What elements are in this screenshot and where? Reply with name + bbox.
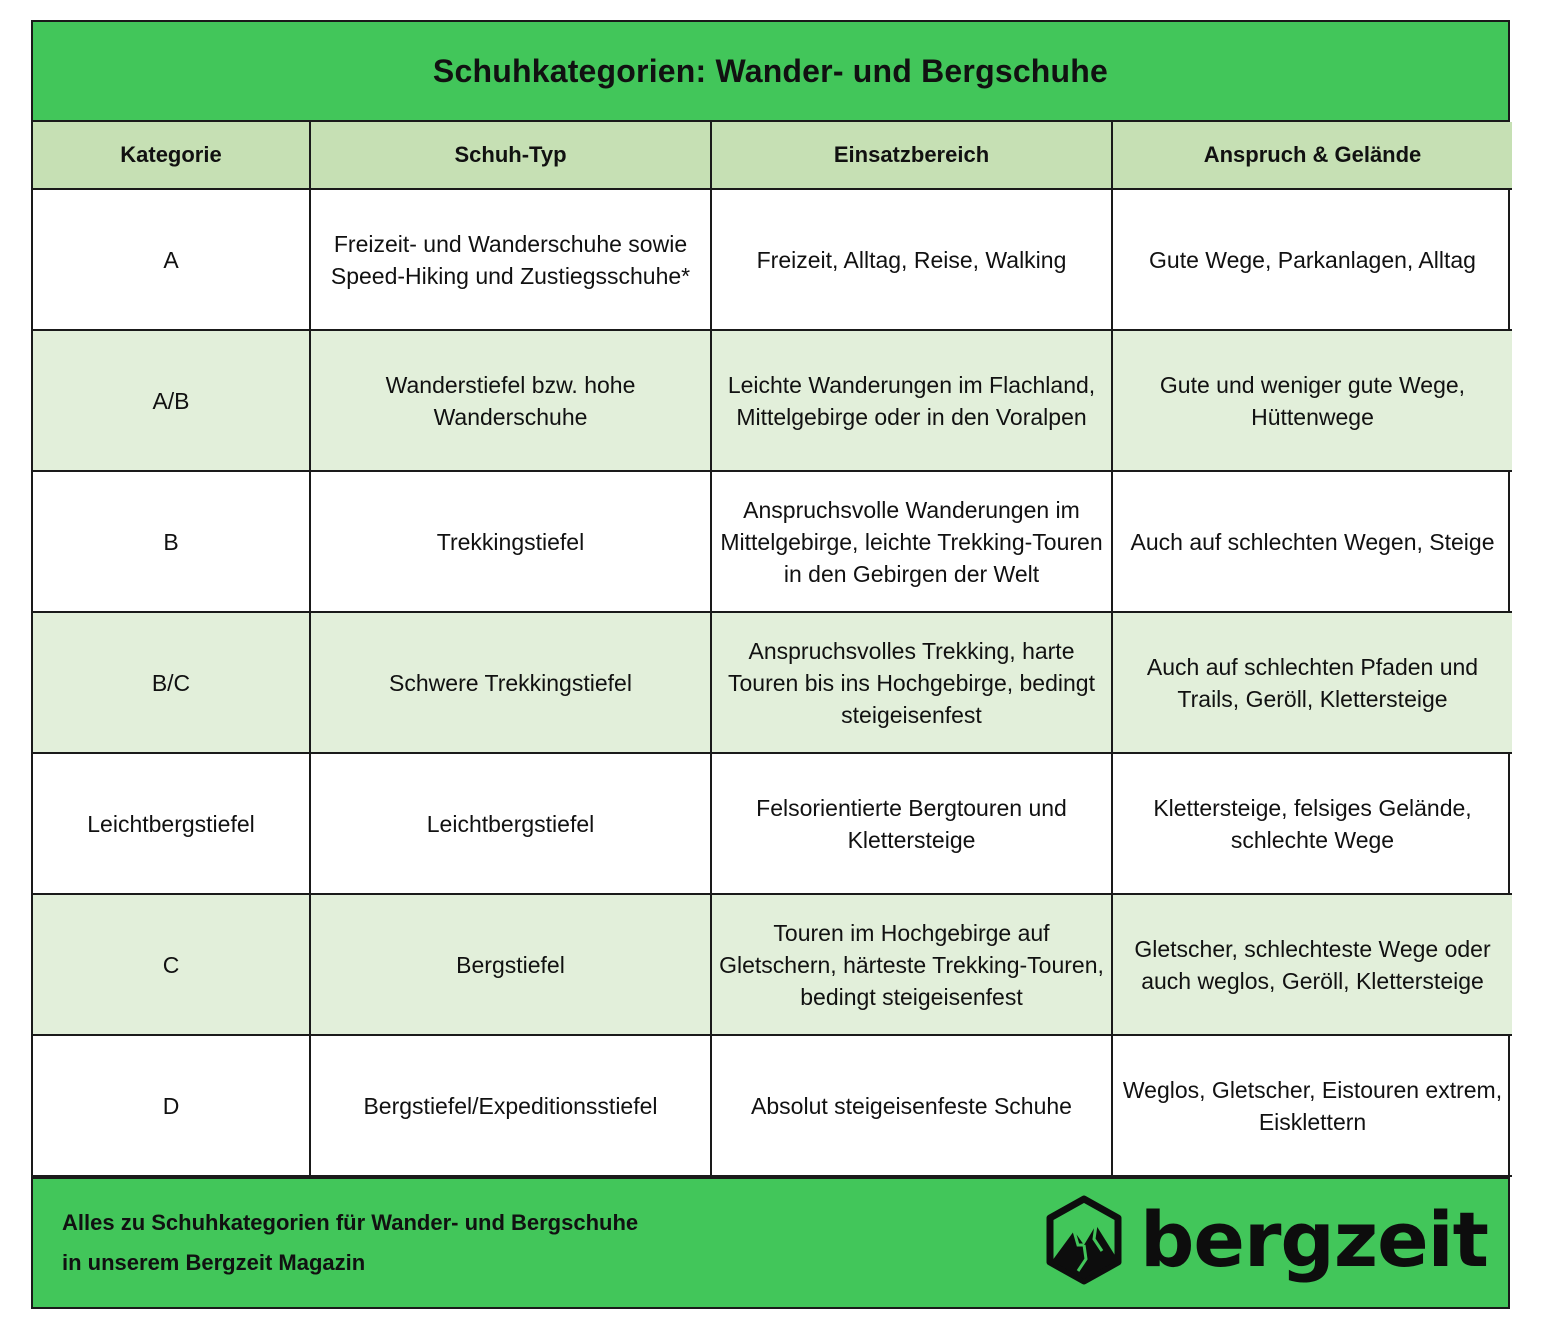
- cell-kategorie: B: [33, 471, 310, 612]
- cell-anspruch: Auch auf schlechten Wegen, Steige: [1112, 471, 1512, 612]
- title-bar: [33, 22, 1508, 122]
- cell-anspruch: Gletscher, schlechteste Wege oder auch weglos, Geröll, Klettersteige: [1112, 894, 1512, 1035]
- cell-schuh-typ: Trekkingstiefel: [310, 471, 711, 612]
- cell-einsatzbereich: Freizeit, Alltag, Reise, Walking: [711, 189, 1112, 330]
- cell-kategorie: B/C: [33, 612, 310, 753]
- logo-wordmark: bergzeit: [1140, 1195, 1488, 1284]
- cell-einsatzbereich: Anspruchsvolles Trekking, harte Touren bis ins Hochgebirge, bedingt steigeisenfest: [711, 612, 1112, 753]
- cell-kategorie: C: [33, 894, 310, 1035]
- category-table: [33, 122, 1512, 1177]
- cell-kategorie: A/B: [33, 330, 310, 471]
- footer-line-2: in unserem Bergzeit Magazin: [62, 1250, 366, 1275]
- table-row: [33, 753, 1512, 894]
- cell-einsatzbereich: Felsorientierte Bergtouren und Klettersteige: [711, 753, 1112, 894]
- column-header-einsatzbereich: Einsatzbereich: [711, 122, 1112, 189]
- footer-text: [62, 1203, 638, 1283]
- footer-bar: [33, 1177, 1508, 1307]
- table-row: [33, 894, 1512, 1035]
- cell-kategorie: A: [33, 189, 310, 330]
- cell-anspruch: Weglos, Gletscher, Eistouren extrem, Eisklettern: [1112, 1035, 1512, 1176]
- cell-kategorie: Leichtbergstiefel: [33, 753, 310, 894]
- cell-einsatzbereich: Leichte Wanderungen im Flachland, Mittelgebirge oder in den Voralpen: [711, 330, 1112, 471]
- cell-schuh-typ: Bergstiefel: [310, 894, 711, 1035]
- cell-einsatzbereich: Anspruchsvolle Wanderungen im Mittelgebirge, leichte Trekking-Touren in den Gebirgen der Welt: [711, 471, 1112, 612]
- cell-anspruch: Gute Wege, Parkanlagen, Alltag: [1112, 189, 1512, 330]
- table-row: [33, 330, 1512, 471]
- cell-schuh-typ: Schwere Trekkingstiefel: [310, 612, 711, 753]
- cell-einsatzbereich: Absolut steigeisenfeste Schuhe: [711, 1035, 1112, 1176]
- cell-schuh-typ: Wanderstiefel bzw. hohe Wanderschuhe: [310, 330, 711, 471]
- cell-schuh-typ: Leichtbergstiefel: [310, 753, 711, 894]
- page-title: Schuhkategorien: Wander- und Bergschuhe: [432, 52, 1109, 89]
- mountain-hexagon-icon: [1044, 1195, 1124, 1285]
- category-table-graphic: [31, 20, 1510, 1309]
- cell-schuh-typ: Bergstiefel/Expeditionsstiefel: [310, 1035, 711, 1176]
- cell-kategorie: D: [33, 1035, 310, 1176]
- table-row: [33, 1035, 1512, 1176]
- column-header-schuh-typ: Schuh-Typ: [310, 122, 711, 189]
- column-header-kategorie: Kategorie: [33, 122, 310, 189]
- table-row: [33, 189, 1512, 330]
- table-header-row: [33, 122, 1512, 189]
- column-header-anspruch: Anspruch & Gelände: [1112, 122, 1512, 189]
- cell-anspruch: Auch auf schlechten Pfaden und Trails, Geröll, Klettersteige: [1112, 612, 1512, 753]
- cell-schuh-typ: Freizeit- und Wanderschuhe sowie Speed-Hiking und Zustiegsschuhe*: [310, 189, 711, 330]
- bergzeit-logo: [1044, 1195, 1488, 1285]
- cell-anspruch: Klettersteige, felsiges Gelände, schlechte Wege: [1112, 753, 1512, 894]
- table-row: [33, 471, 1512, 612]
- table-row: [33, 612, 1512, 753]
- footer-line-1: Alles zu Schuhkategorien für Wander- und Bergschuhe: [62, 1210, 639, 1235]
- cell-anspruch: Gute und weniger gute Wege, Hüttenwege: [1112, 330, 1512, 471]
- cell-einsatzbereich: Touren im Hochgebirge auf Gletschern, härteste Trekking-Touren, bedingt steigeisenfest: [711, 894, 1112, 1035]
